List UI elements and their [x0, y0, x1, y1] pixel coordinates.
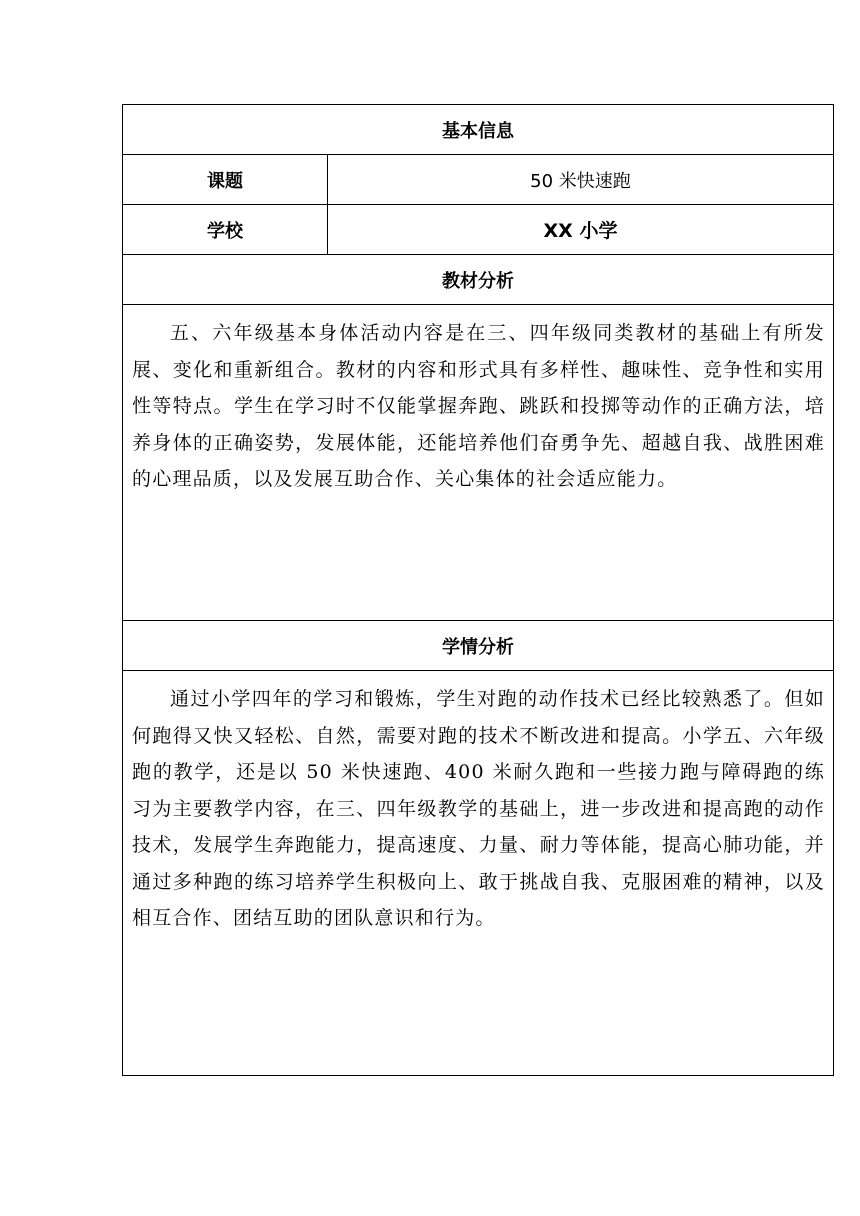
material-analysis-cell: [123, 305, 834, 621]
student-analysis-text: 通过小学四年的学习和锻炼，学生对跑的动作技术已经比较熟悉了。但如何跑得又快又轻松、自然，需要对跑的技术不断改进和提高。小学五、六年级跑的教学，还是以 50 米快速跑、400 米耐久跑和一些接力跑与障碍跑的练习为主要教学内容，在三、四年级教学的基础上，进一步改进和提高跑的动作技术，发展学生奔跑能力，提高速度、力量、耐力等体能，提高心肺功能，并通过多种跑的练习培养学生积极向上、敢于挑战自我、克服困难的精神，以及相互合作、团结互助的团队意识和行为。: [132, 688, 825, 929]
topic-value: 50 米快速跑: [328, 155, 834, 205]
topic-label: 课题: [123, 155, 328, 205]
basic-info-header-row: [123, 105, 834, 155]
topic-row: [123, 155, 834, 205]
material-analysis-row: [123, 305, 834, 621]
student-analysis-header-row: [123, 621, 834, 671]
student-analysis-row: [123, 671, 834, 1076]
school-label: 学校: [123, 205, 328, 255]
student-analysis-cell: [123, 671, 834, 1076]
school-value: XX 小学: [328, 205, 834, 255]
material-analysis-header-row: [123, 255, 834, 305]
basic-info-title: 基本信息: [123, 105, 834, 155]
lesson-info-table: [122, 104, 834, 1076]
student-analysis-title: 学情分析: [123, 621, 834, 671]
school-row: [123, 205, 834, 255]
material-analysis-text: 五、六年级基本身体活动内容是在三、四年级同类教材的基础上有所发展、变化和重新组合。教材的内容和形式具有多样性、趣味性、竞争性和实用性等特点。学生在学习时不仅能掌握奔跑、跳跃和投掷等动作的正确方法，培养身体的正确姿势，发展体能，还能培养他们奋勇争先、超越自我、战胜困难的心理品质，以及发展互助合作、关心集体的社会适应能力。: [132, 322, 825, 490]
material-analysis-title: 教材分析: [123, 255, 834, 305]
